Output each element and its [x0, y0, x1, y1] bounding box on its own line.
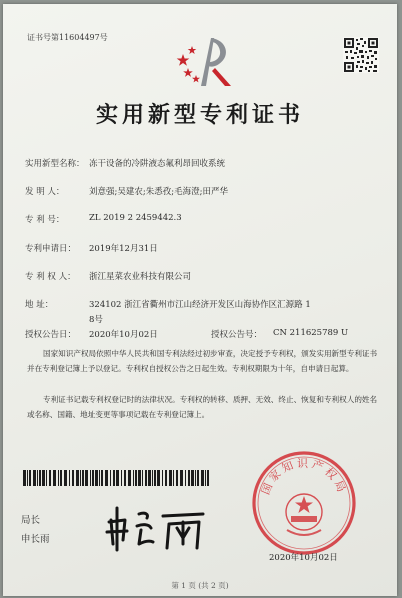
- barcode-bar: [205, 470, 206, 486]
- barcode-bar: [76, 470, 79, 486]
- official-seal-icon: [251, 450, 357, 560]
- barcode-bar: [188, 470, 190, 486]
- barcode-bar: [121, 470, 122, 486]
- barcode-bar: [195, 470, 196, 486]
- barcode-bar: [95, 470, 98, 486]
- address-label: 地 址：: [25, 300, 54, 310]
- name-label: 实用新型名称：: [25, 159, 85, 169]
- barcode-bar: [180, 470, 183, 486]
- grant-number-label: 授权公告号：: [211, 330, 263, 340]
- barcode-bar: [90, 470, 91, 486]
- cnipa-logo-icon: [175, 34, 233, 94]
- address-line-2: 8号: [89, 315, 103, 325]
- certificate-title: 实用新型专利证书: [95, 102, 304, 128]
- barcode-bar: [42, 470, 45, 486]
- certificate-page: [3, 4, 397, 596]
- barcode-bar: [133, 470, 134, 486]
- grant-number-value: CN 211625789 U: [273, 328, 349, 338]
- barcode-bar: [69, 470, 70, 486]
- barcode-bar: [46, 470, 47, 486]
- barcode-bar: [142, 470, 143, 486]
- barcode-bar: [80, 470, 81, 486]
- barcode-bar: [201, 470, 204, 486]
- filing-date-value: 2019年12月31日: [89, 244, 158, 254]
- patentee-value: 浙江星菜农业科技有限公司: [89, 272, 192, 282]
- seal-text: 国家知识产权局: [258, 457, 350, 497]
- barcode-bar: [105, 470, 108, 486]
- barcode-bar: [116, 470, 119, 486]
- barcode-bar: [33, 470, 36, 486]
- grant-date-value: 2020年10月02日: [89, 330, 158, 340]
- barcode-bar: [176, 470, 178, 486]
- certificate-number: 证书号第11604497号: [27, 33, 108, 42]
- filing-date-label: 专利申请日：: [25, 244, 77, 254]
- barcode-bar: [53, 470, 56, 486]
- barcode-bar: [138, 470, 141, 486]
- barcode-bar: [152, 470, 153, 486]
- inventor-value: 刘意强;吴建农;朱悉孜;毛海澄;田严华: [89, 187, 228, 197]
- address-line-1: 324102 浙江省衢州市江山经济开发区山海协作区汇源路 1: [89, 300, 311, 310]
- grant-date-label: 授权公告日：: [25, 330, 77, 340]
- barcode-bar: [110, 470, 111, 486]
- barcode-bar: [207, 470, 209, 486]
- barcode-bar: [157, 470, 160, 486]
- barcode-bar: [58, 470, 59, 486]
- barcode-bar: [148, 470, 151, 486]
- barcode-bar: [49, 470, 51, 486]
- signature-icon: [103, 504, 213, 558]
- barcode-bar: [145, 470, 147, 486]
- signer-title: 局长: [21, 515, 41, 526]
- barcode-bar: [99, 470, 100, 486]
- legal-status-paragraph: 专利证书记载专利权登记时的法律状况。专利权的转移、质押、无效、终止、恢复和专利权人的姓名或名称、国籍、地址变更等事项记载在专利登记簿上。: [27, 395, 378, 419]
- barcode-bar: [128, 470, 131, 486]
- page-footer: 第 1 页 (共 2 页): [171, 581, 229, 590]
- barcode-bar: [64, 470, 67, 486]
- barcode-bar: [29, 470, 31, 486]
- barcode-bar: [173, 470, 174, 486]
- barcode-bar: [154, 470, 156, 486]
- barcode-bar: [162, 470, 163, 486]
- barcode-bar: [82, 470, 84, 486]
- barcode-bar: [92, 470, 94, 486]
- barcode-bar: [165, 470, 167, 486]
- barcode-bar: [27, 470, 28, 486]
- barcode-icon: [23, 470, 211, 486]
- barcode-bar: [37, 470, 38, 486]
- signer-name: 申长雨: [21, 534, 50, 545]
- patent-number-label: 专 利 号：: [25, 215, 65, 225]
- grant-statement-paragraph: 国家知识产权局依照中华人民共和国专利法经过初步审查，决定授予专利权，颁发实用新型专利证书并在专利登记簿上予以登记。专利权自授权公告之日起生效。专利权期限为十年，自申请日起算。: [27, 349, 378, 373]
- name-value: 冻干设备的冷阱液态氟利昂回收系统: [89, 159, 226, 169]
- barcode-bar: [113, 470, 115, 486]
- barcode-bar: [197, 470, 199, 486]
- inventor-label: 发 明 人：: [25, 187, 65, 197]
- barcode-bar: [191, 470, 194, 486]
- barcode-bar: [185, 470, 186, 486]
- barcode-bar: [60, 470, 62, 486]
- barcode-bar: [72, 470, 74, 486]
- barcode-bar: [169, 470, 172, 486]
- barcode-bar: [39, 470, 41, 486]
- barcode-bar: [124, 470, 126, 486]
- qr-code-icon: [343, 37, 379, 73]
- barcode-bar: [101, 470, 103, 486]
- patentee-label: 专 利 权 人：: [25, 272, 76, 282]
- barcode-bar: [85, 470, 88, 486]
- seal-date: 2020年10月02日: [269, 553, 338, 563]
- barcode-bar: [135, 470, 137, 486]
- patent-number-value: ZL 2019 2 2459442.3: [89, 213, 182, 223]
- barcode-bar: [23, 470, 26, 486]
